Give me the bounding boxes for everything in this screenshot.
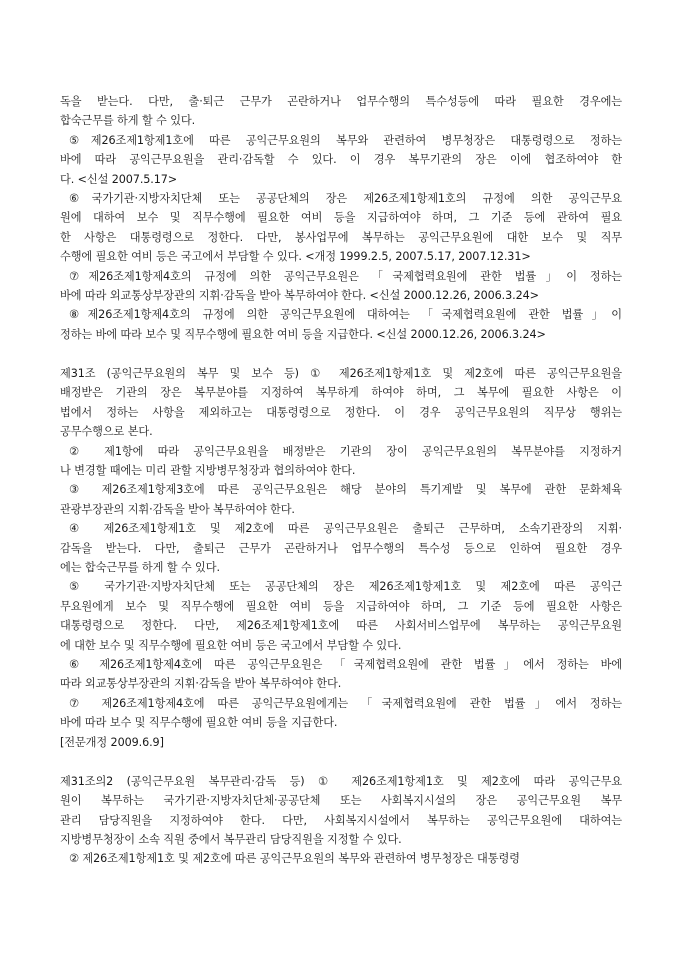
text-line: 공무수행으로 본다. — [60, 425, 153, 439]
text-line: 에 대한 보수 및 직무수행에 필요한 여비 등은 국고에서 부담할 수 있다. — [60, 638, 402, 652]
text-line: ⑧제26조제1항제4호의 규정에 의한 공익근무요원에 대하여는 「국제협력요원에 관한 법률」이 — [69, 308, 622, 322]
text-line: ⑥국가기관·지방자치단체 또는 공공단체의 장은 제26조제1항제1호의 규정에 의한 공익근무요 — [69, 191, 622, 205]
text-line: ⑤제26조제1항제1호에 따른 공익근무요원의 복무와 관련하여 병무청장은 대통령령으로 정하는 — [69, 133, 622, 147]
text-line: 한 사항은 대통령령으로 정한다. 다만, 봉사업무에 복무하는 공익근무요원에 대한 보수 및 직무 — [60, 230, 622, 244]
text-line: 원에 대하여 보수 및 직무수행에 필요한 여비 등을 지급하여야 하며, 그 기준 등에 관하여 필요 — [60, 211, 622, 225]
text-line: ⑦제26조제1항제4호의 규정에 의한 공익근무요원은 「국제협력요원에 관한 법률」이 정하는 — [69, 269, 622, 283]
text-line: 바에 따라 보수 및 직무수행에 필요한 여비 등을 지급한다. — [60, 716, 338, 730]
text-line: 나 변경할 때에는 미리 관할 지방병무청장과 협의하여야 한다. — [60, 464, 356, 478]
text-line: 감독을 받는다. 다만, 출퇴근 근무가 곤란하거나 업무수행의 특수성 등으로 인하여 필요한 경우 — [60, 541, 622, 555]
text-line: 수행에 필요한 여비 등은 국고에서 부담할 수 있다. <개정 1999.2.5, 2007.5.17, 2007.12.31> — [60, 250, 531, 264]
text-line: 바에 따라 외교통상부장관의 지휘·감독을 받아 복무하여야 한다. <신설 2000.12.26, 2006.3.24> — [60, 288, 539, 302]
text-line: 독을 받는다. 다만, 출·퇴근 근무가 곤란하거나 업무수행의 특수성등에 따라 필요한 경우에는 — [60, 95, 622, 108]
document-page — [60, 92, 622, 869]
text-line: ③ 제26조제1항제3호에 따른 공익근무요원은 해당 분야의 특기계발 및 복무에 관한 문화체육 — [69, 483, 622, 497]
text-line: ④ 제26조제1항제1호 및 제2호에 따른 공익근무요원은 출퇴근 근무하며, 소속기관장의 지휘· — [69, 522, 622, 536]
text-line: ⑤ 국가기관·지방자치단체 또는 공공단체의 장은 제26조제1항제1호 및 제2호에 따른 공익근 — [69, 580, 622, 594]
text-line: 원이 복무하는 국가기관·지방자치단체·공공단체 또는 사회복지시설의 장은 공익근무요원 복무 — [60, 794, 622, 808]
text-line: ② 제1항에 따라 공익근무요원을 배정받은 기관의 장이 공익근무요원의 복무분야를 지정하거 — [69, 444, 622, 458]
section-gap — [60, 752, 622, 772]
text-line: 제31조 (공익근무요원의 복무 및 보수 등) ① 제26조제1항제1호 및 제2호에 따른 공익근무요원을 — [60, 367, 622, 381]
text-line: 제31조의2 (공익근무요원 복무관리·감독 등) ① 제26조제1항제1호 및 제2호에 따라 공익근무요 — [60, 774, 622, 788]
text-line: 무요원에게 보수 및 직무수행에 필요한 여비 등을 지급하여야 하며, 그 기준 등에 필요한 사항은 — [60, 599, 622, 613]
text-line: ② 제26조제1항제1호 및 제2호에 따른 공익근무요원의 복무와 관련하여 병무청장은 대통령령 — [69, 852, 520, 866]
text-line: 다. <신설 2007.5.17> — [60, 172, 178, 186]
text-line: 합숙근무를 하게 할 수 있다. — [60, 114, 196, 128]
text-line: 관광부장관의 지휘·감독을 받아 복무하여야 한다. — [60, 502, 295, 516]
article-31-2 — [60, 772, 622, 869]
text-line: ⑥ 제26조제1항제4호에 따른 공익근무요원은 「국제협력요원에 관한 법률」에서 정하는 바에 — [69, 657, 622, 671]
text-line: 대통령령으로 정한다. 다만, 제26조제1항제1호에 따른 사회서비스업무에 복무하는 공익근무요원 — [60, 619, 622, 633]
text-line: [전문개정 2009.6.9] — [60, 735, 164, 749]
section-gap — [60, 344, 622, 364]
article-30-continuation — [60, 92, 622, 344]
text-line: 따라 외교통상부장관의 지휘·감독을 받아 복무하여야 한다. — [60, 677, 342, 691]
text-line: 지방병무청장이 소속 직원 중에서 복무관리 담당직원을 지정할 수 있다. — [60, 833, 402, 847]
text-line: 바에 따라 공익근무요원을 관리·감독할 수 있다. 이 경우 복무기관의 장은 이에 협조하여야 한 — [60, 153, 622, 167]
text-line: 에는 합숙근무를 하게 할 수 있다. — [60, 560, 220, 574]
text-line: 배정받은 기관의 장은 복무분야를 지정하여 복무하게 하여야 하며, 그 복무에 필요한 사항은 이 — [60, 386, 622, 400]
text-line: 관리 담당직원을 지정하여야 한다. 다만, 사회복지시설에서 복무하는 공익근무요원에 대하여는 — [60, 813, 622, 827]
article-31 — [60, 364, 622, 752]
text-line: 법에서 정하는 사항을 제외하고는 대통령령으로 정한다. 이 경우 공익근무요원의 직무상 행위는 — [60, 405, 622, 419]
text-line: ⑦ 제26조제1항제4호에 따른 공익근무요원에게는 「국제협력요원에 관한 법률」에서 정하는 — [69, 696, 622, 710]
text-line: 정하는 바에 따라 보수 및 직무수행에 필요한 여비 등을 지급한다. <신설 2000.12.26, 2006.3.24> — [60, 327, 546, 341]
